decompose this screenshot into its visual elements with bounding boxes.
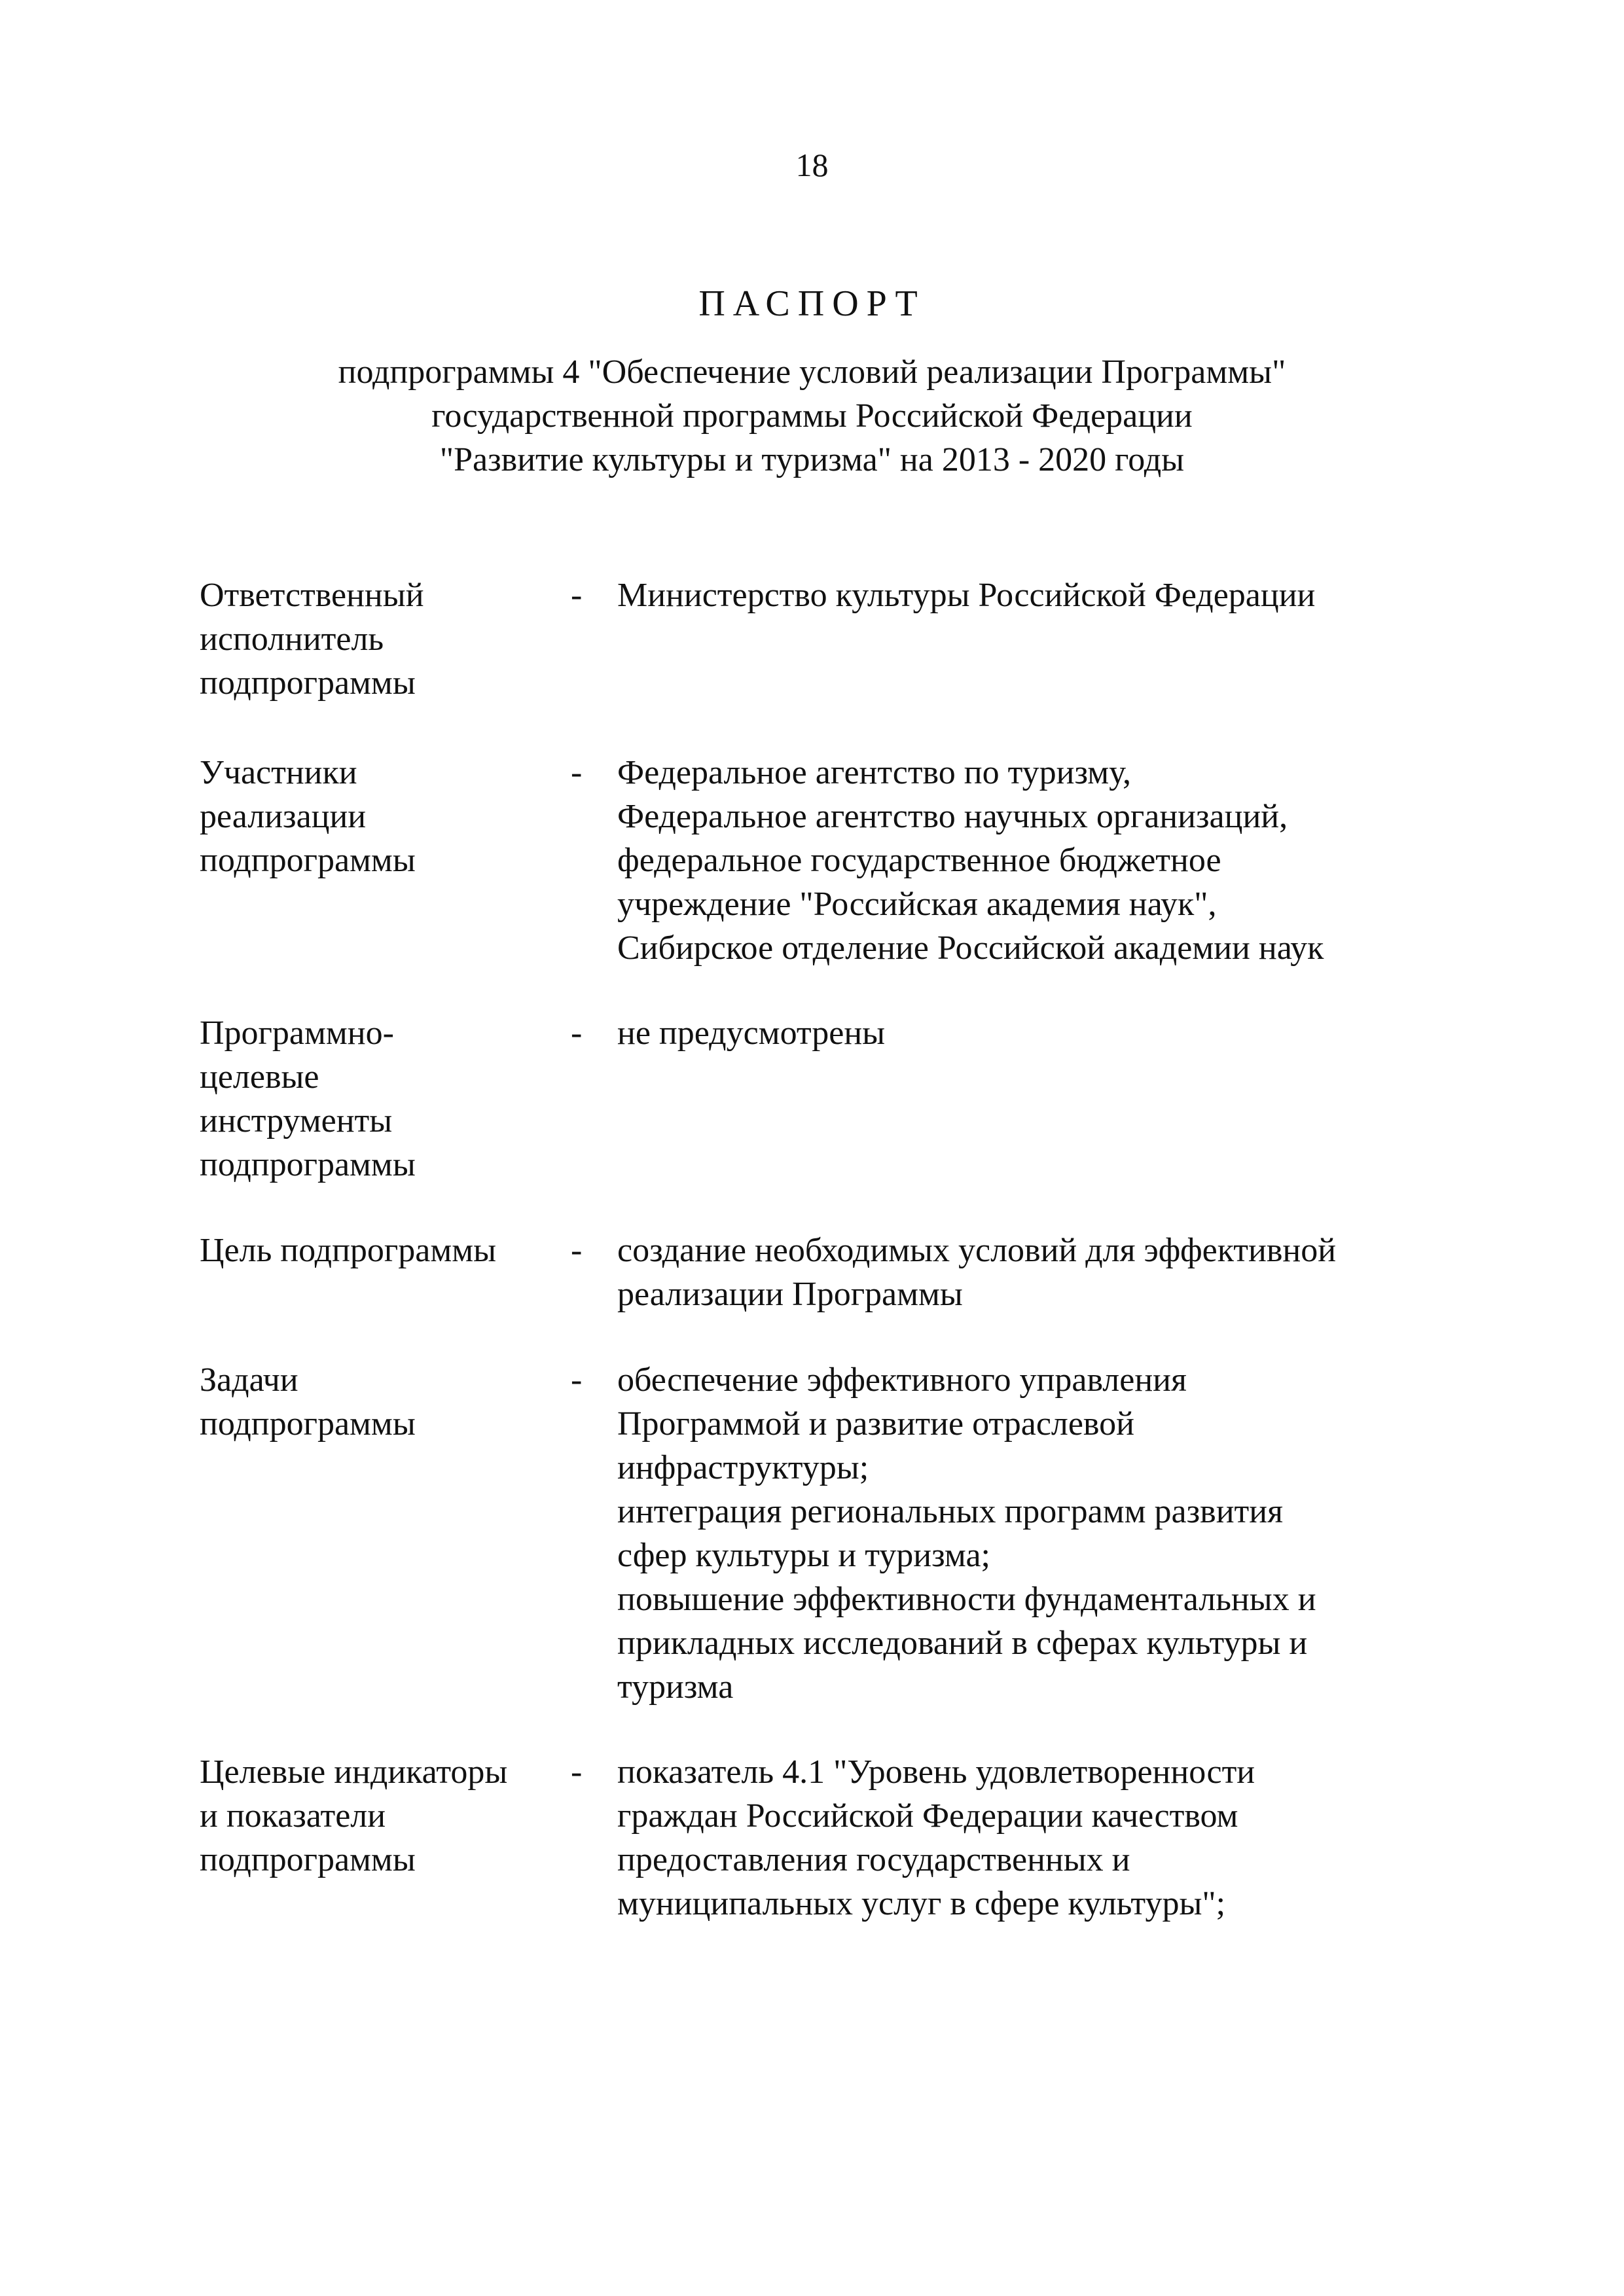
label-line: подпрограммы [200,1405,416,1443]
row-value [617,1229,1494,1316]
label-line: Цель подпрограммы [200,1232,497,1269]
value-line: Федеральное агентство по туризму, [617,754,1131,791]
row-label [200,573,566,705]
value-line: сфер культуры и туризма; [617,1537,990,1574]
label-line: подпрограммы [200,1146,416,1183]
row-value [617,1358,1494,1709]
row-dash: - [571,577,583,614]
value-line: интеграция региональных программ развития [617,1493,1283,1530]
row-value [617,1750,1494,1926]
value-line: повышение эффективности фундаментальных и [617,1581,1316,1618]
row-dash: - [571,1361,583,1399]
label-line: целевые [200,1058,319,1096]
row-dash: - [571,1232,583,1269]
value-line: Сибирское отделение Российской академии наук [617,929,1324,967]
value-line: Программой и развитие отраслевой [617,1405,1134,1443]
value-line: показатель 4.1 "Уровень удовлетворенности [617,1753,1255,1791]
value-line: инфраструктуры; [617,1449,869,1486]
subtitle-line: подпрограммы 4 "Обеспечение условий реализации Программы" [338,353,1286,391]
value-line: граждан Российской Федерации качеством [617,1797,1238,1835]
row-value [617,573,1494,617]
value-line: создание необходимых условий для эффективной [617,1232,1337,1269]
value-line: туризма [617,1668,734,1706]
value-line: не предусмотрены [617,1014,886,1052]
subtitle-line: "Развитие культуры и туризма" на 2013 - 2020 годы [439,441,1185,478]
page-number: 18 [795,147,829,183]
value-line: федеральное государственное бюджетное [617,842,1221,879]
label-line: Задачи [200,1361,298,1399]
label-line: Ответственный [200,577,424,614]
label-line: реализации [200,798,367,835]
row-dash: - [571,754,583,791]
row-label [200,1750,566,1882]
label-line: Целевые индикаторы [200,1753,508,1791]
value-line: Министерство культуры Российской Федерации [617,577,1316,614]
value-line: учреждение "Российская академия наук", [617,886,1217,923]
document-title: ПАСПОРТ [698,283,926,324]
label-line: подпрограммы [200,1841,416,1878]
value-line: прикладных исследований в сферах культуры и [617,1624,1308,1662]
row-label [200,1011,566,1187]
row-dash: - [571,1753,583,1791]
label-line: и показатели [200,1797,386,1835]
label-line: исполнитель [200,620,384,658]
label-line: подпрограммы [200,842,416,879]
label-line: инструменты [200,1102,393,1139]
row-label [200,1229,566,1272]
subtitle-line: государственной программы Российской Федерации [431,397,1193,435]
label-line: Программно- [200,1014,394,1052]
label-line: подпрограммы [200,664,416,702]
value-line: предоставления государственных и [617,1841,1130,1878]
row-label [200,1358,566,1446]
label-line: Участники [200,754,357,791]
document-subtitle [0,350,1624,482]
row-label [200,751,566,882]
value-line: Федеральное агентство научных организаций, [617,798,1288,835]
value-line: муниципальных услуг в сфере культуры"; [617,1885,1226,1922]
row-value [617,1011,1494,1055]
row-value [617,751,1494,970]
value-line: обеспечение эффективного управления [617,1361,1187,1399]
value-line: реализации Программы [617,1276,963,1313]
row-dash: - [571,1014,583,1052]
